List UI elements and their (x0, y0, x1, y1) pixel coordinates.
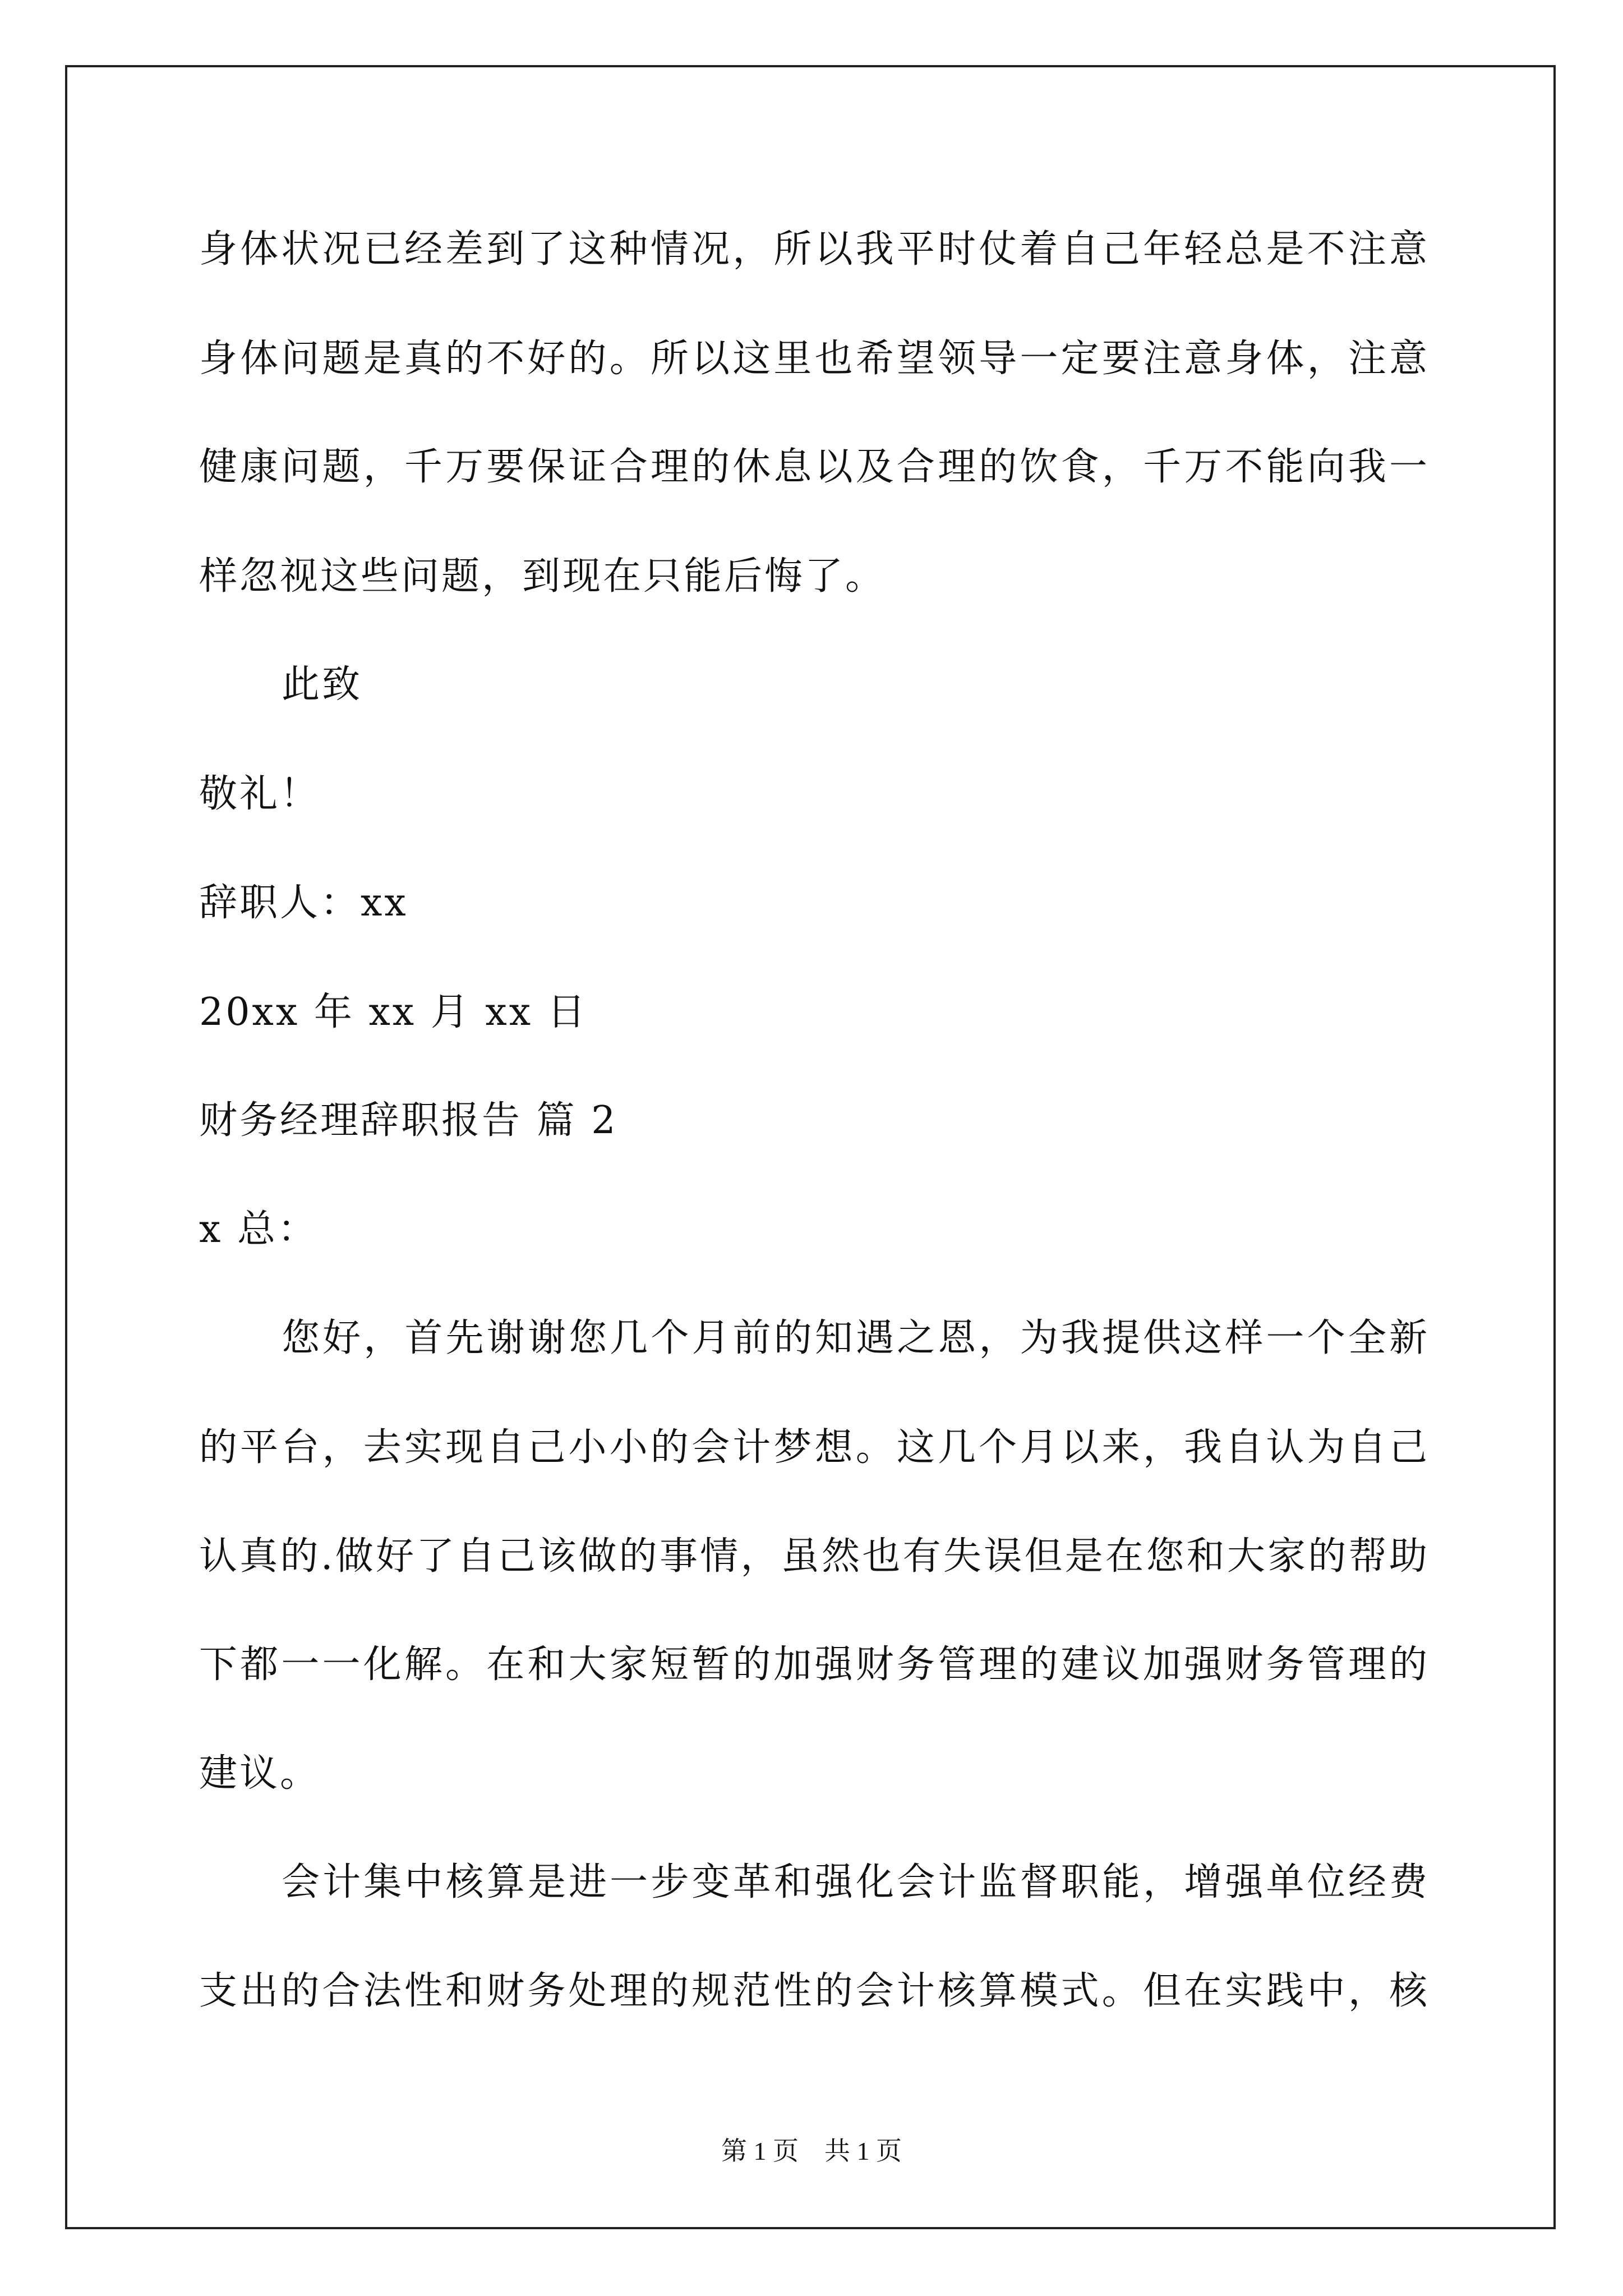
paragraph-2-line-2: 的平台，去实现自己小小的会计梦想。这几个月以来，我自认为自己 (199, 1425, 1427, 1470)
signature-line: 辞职人：xx (199, 881, 408, 925)
page-number-total: 共 1 页 (824, 2137, 902, 2165)
recipient-line: x 总： (199, 1207, 318, 1251)
paragraph-2-line-5: 建议。 (199, 1751, 321, 1796)
paragraph-3-line-2: 支出的合法性和财务处理的规范性的会计核算模式。但在实践中，核 (199, 1969, 1427, 2013)
paragraph-2-line-1: 您好，首先谢谢您几个月前的知遇之恩，为我提供这样一个全新 (282, 1316, 1427, 1360)
paragraph-3-line-1: 会计集中核算是进一步变革和强化会计监督职能，增强单位经费 (282, 1860, 1427, 1904)
paragraph-2-line-4: 下都一一化解。在和大家短暂的加强财务管理的建议加强财务管理的 (199, 1642, 1427, 1687)
page-number-current: 第 1 页 (721, 2137, 799, 2165)
page-footer (0, 2136, 1623, 2166)
date-line: 20xx 年 xx 月 xx 日 (199, 990, 588, 1034)
closing-salutation: 此致 (282, 662, 363, 707)
body-line-2: 身体问题是真的不好的。所以这里也希望领导一定要注意身体，注意 (199, 337, 1427, 381)
section-title: 财务经理辞职报告 篇 2 (199, 1098, 618, 1143)
closing-regards: 敬礼！ (199, 772, 321, 816)
body-line-1: 身体状况已经差到了这种情况，所以我平时仗着自己年轻总是不注意 (199, 227, 1427, 272)
body-line-3: 健康问题，千万要保证合理的休息以及合理的饮食，千万不能向我一 (199, 445, 1427, 489)
body-line-4: 样忽视这些问题，到现在只能后悔了。 (199, 554, 886, 599)
paragraph-2-line-3: 认真的.做好了自己该做的事情，虽然也有失误但是在您和大家的帮助 (199, 1534, 1427, 1579)
